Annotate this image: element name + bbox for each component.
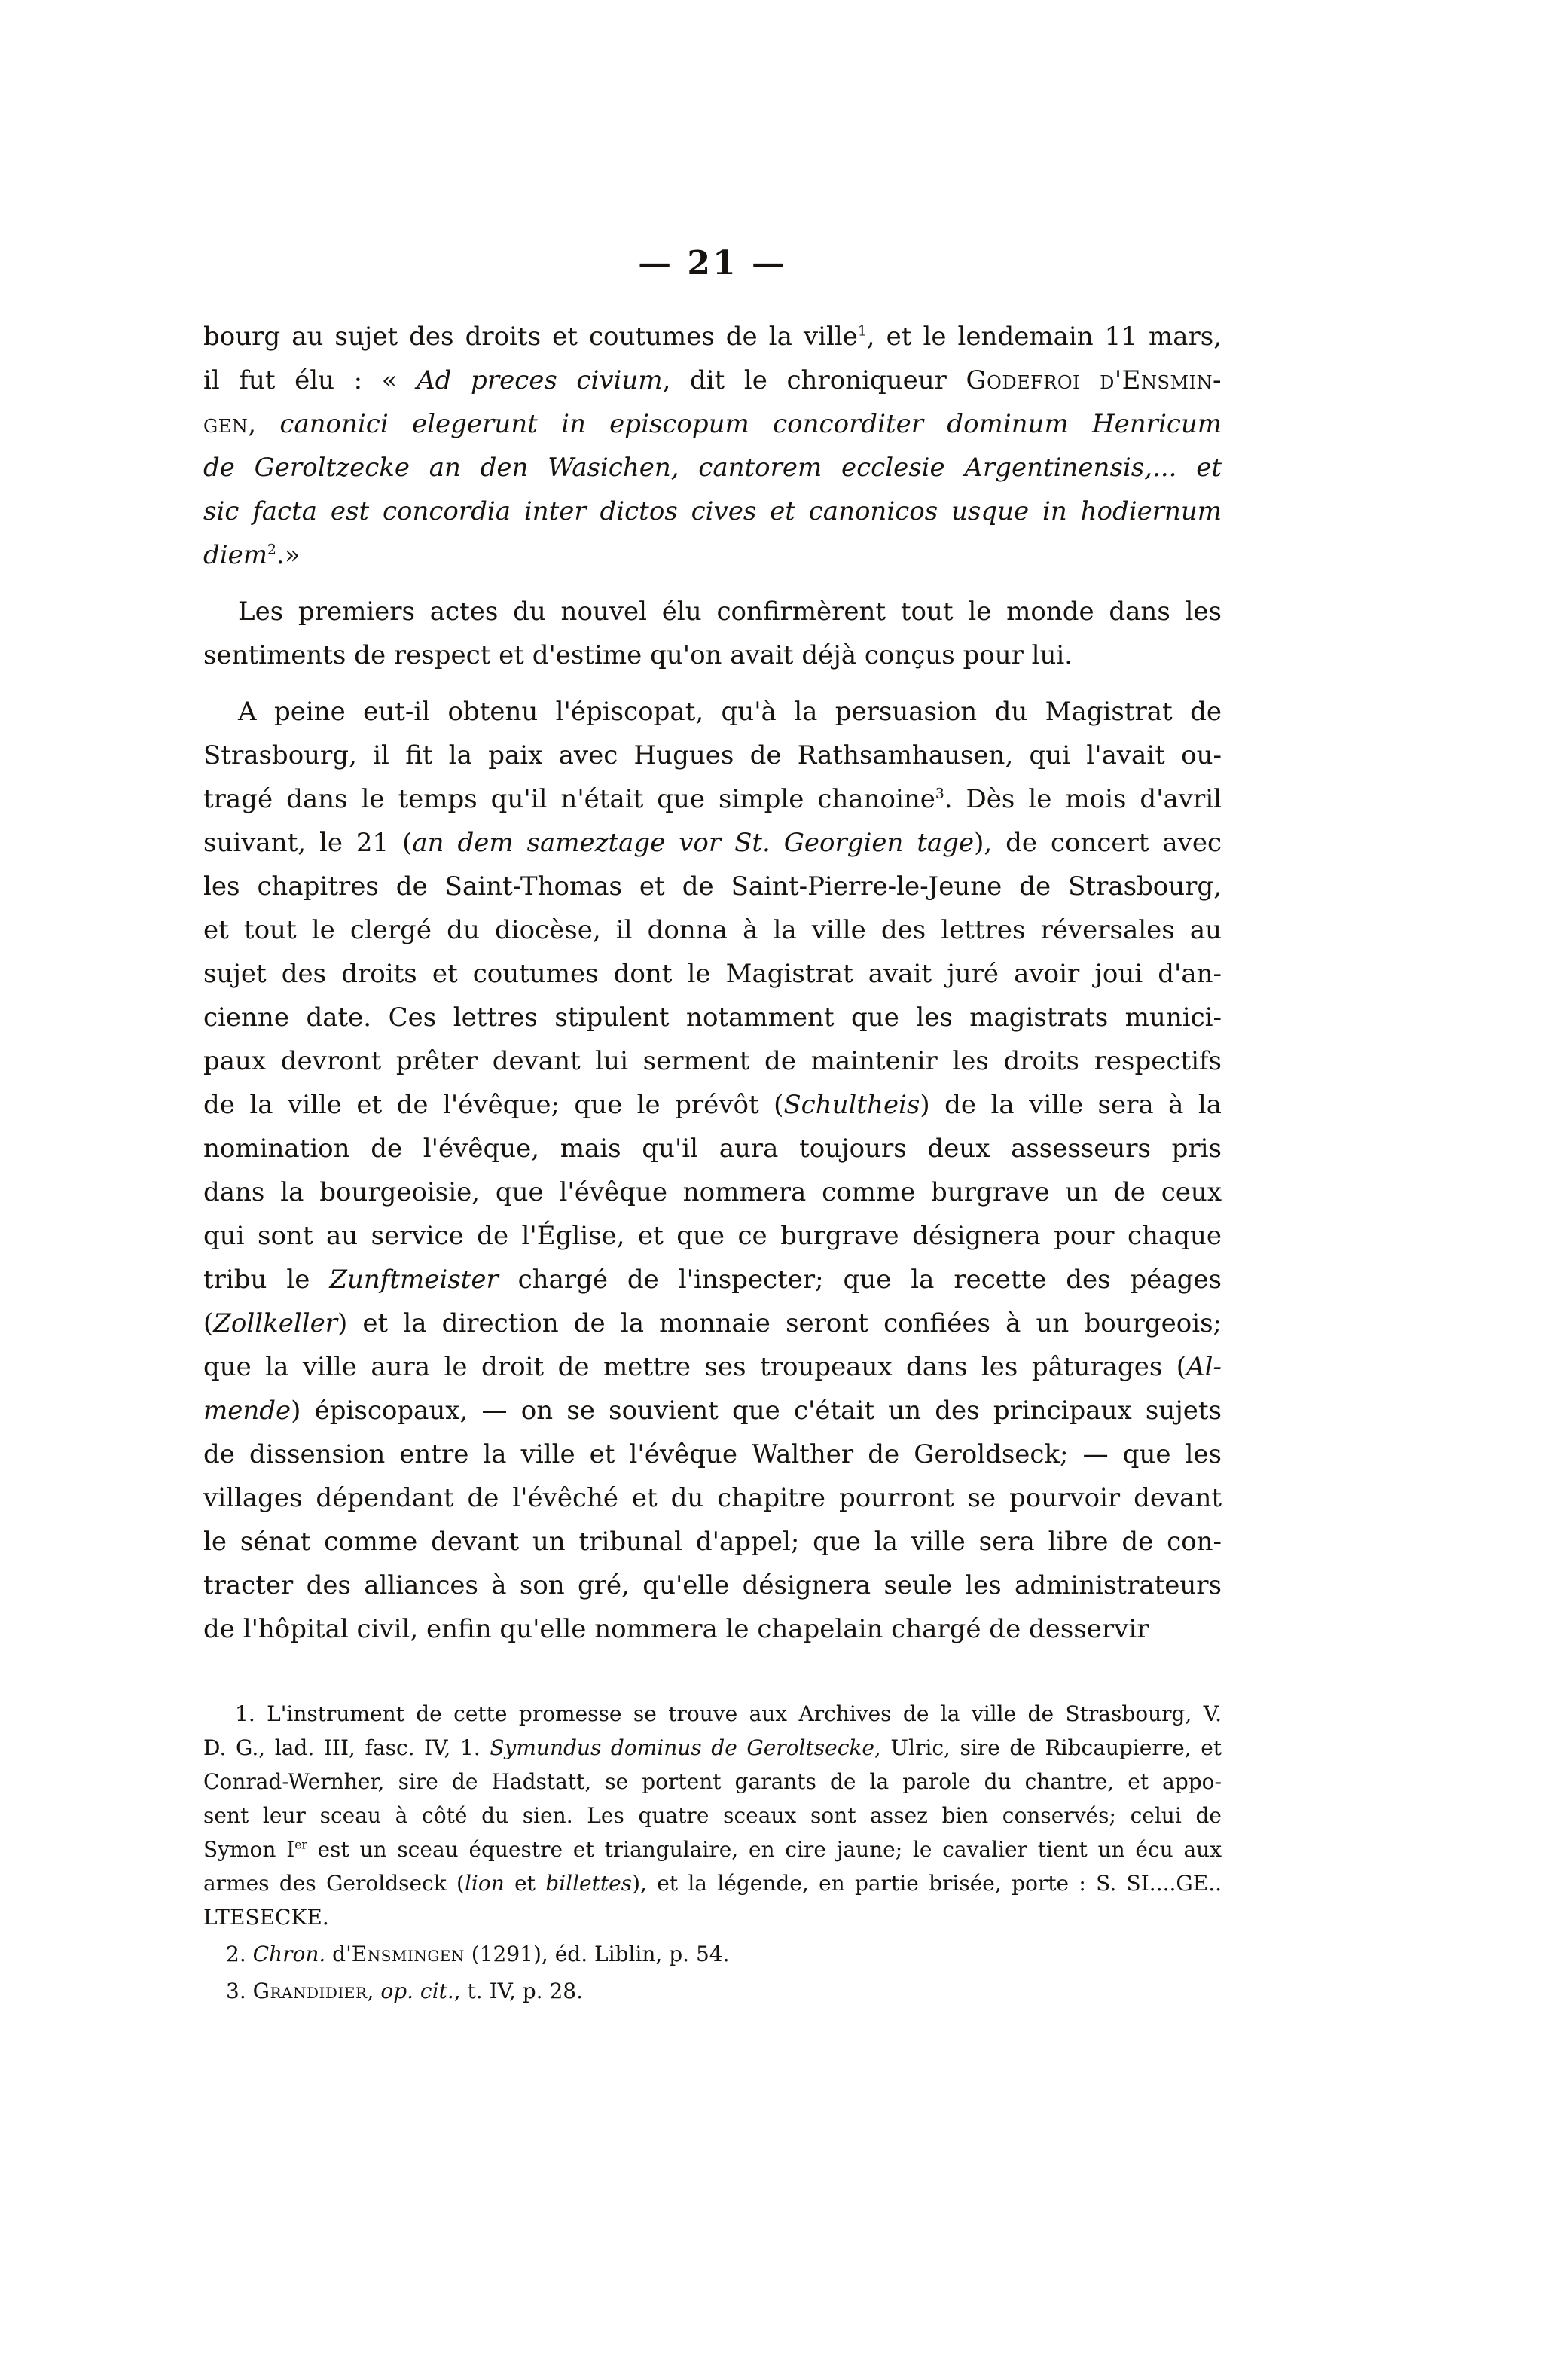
text-segment: , Ulric, sire de Ribcaupierre, et [874,1735,1222,1760]
body-line [203,402,1222,446]
body-line [203,446,1222,490]
body-text [203,315,1222,1651]
body-line [203,1039,1222,1083]
body-line [203,908,1222,952]
text-segment: Zollkeller [213,1308,337,1338]
text-segment: er [294,1838,307,1852]
text-segment: 3. [226,1979,253,2003]
text-segment: Schultheis [783,1090,920,1120]
text-segment: armes des Geroldseck ( [203,1871,465,1896]
text-segment: ) et la direction de la monnaie seront confiées à un bourgeois; [337,1308,1222,1338]
body-line [203,1607,1222,1651]
text-segment: bourg au sujet des droits et coutumes de la ville [203,322,858,352]
footnote-line [203,1799,1222,1832]
text-segment: Symundus dominus de Geroltsecke [490,1735,874,1760]
body-line [203,1127,1222,1170]
text-segment: Les premiers actes du nouvel élu confirmèrent tout le monde dans les [238,597,1222,627]
footnote-line [203,1937,1222,1971]
body-line [203,734,1222,777]
text-segment: dans la bourgeoisie, que l'évêque nommera comme burgrave un de ceux [203,1177,1222,1207]
text-segment: Al- [1186,1352,1222,1382]
text-segment: .» [276,540,301,570]
text-segment: chargé de l'inspecter; que la recette des péages [498,1265,1222,1295]
text-segment: , et le lendemain 11 mars, [866,322,1222,352]
text-segment: cienne date. Ces lettres stipulent notamment que les magistrats munici- [203,1002,1222,1033]
text-segment: de l'hôpital civil, enfin qu'elle nommera le chapelain chargé de desservir [203,1614,1149,1644]
text-segment: ) épiscopaux, — on se souvient que c'était un des principaux sujets [291,1396,1222,1426]
text-segment: tragé dans le temps qu'il n'était que simple chanoine [203,784,935,814]
footnote-line [203,1832,1222,1866]
text-segment: Godefroi d'Ensmin- [966,365,1222,395]
body-line [203,359,1222,402]
text-segment: il fut élu : « [203,365,417,395]
text-segment: diem [203,540,267,570]
text-segment: ), et la légende, en partie brisée, porte : S. SI....GE.. [632,1871,1222,1896]
body-line [203,865,1222,908]
text-segment: gen [203,409,249,439]
text-segment: Ensmingen [351,1942,465,1967]
text-segment: D. G., lad. III, fasc. IV, 1. [203,1735,490,1760]
text-segment: sujet des droits et coutumes dont le Magistrat avait juré avoir joui d'an- [203,959,1222,989]
text-segment: 1. L'instrument de cette promesse se trouve aux Archives de la ville de Strasbourg, V. [235,1701,1222,1726]
text-segment: tracter des alliances à son gré, qu'elle désignera seule les administrateurs [203,1570,1222,1600]
text-segment: suivant, le 21 ( [203,828,413,858]
body-line [203,1083,1222,1127]
body-line [203,315,1222,359]
body-line [203,1564,1222,1607]
footnote-line [203,1697,1222,1731]
text-segment: sic facta est concordia inter dictos cives et canonicos usque in hodiernum [203,496,1222,526]
text-segment: et [504,1871,546,1896]
text-segment: 2. [226,1942,253,1967]
text-segment: tribu le [203,1265,330,1295]
text-segment: villages dépendant de l'évêché et du chapitre pourront se pourvoir devant [203,1483,1222,1513]
text-segment: de Geroltzecke an den Wasichen, cantorem ecclesie Argentinensis,... et [203,453,1222,483]
body-line [203,690,1222,734]
text-segment: . Dès le mois d'avril [944,784,1222,814]
text-segment: 3 [935,786,944,802]
text-segment: (1291), éd. Liblin, p. 54. [464,1942,730,1967]
footnote [203,1697,1222,1934]
body-line [203,1301,1222,1345]
text-segment: canonici elegerunt in episcopum concorditer dominum Henricum [279,409,1222,439]
text-segment: Zunftmeister [329,1265,499,1295]
text-segment: an dem sameztage vor St. Georgien tage [412,828,975,858]
text-segment: , [248,409,280,439]
text-segment: , dit le chroniqueur [662,365,966,395]
text-segment: de la ville et de l'évêque; que le prévôt ( [203,1090,784,1120]
text-segment: les chapitres de Saint-Thomas et de Saint-Pierre-le-Jeune de Strasbourg, [203,871,1222,902]
text-segment: lion [464,1871,505,1896]
page-number: — 21 — [638,244,787,282]
text-segment: LTESECKE. [203,1905,329,1930]
body-line [203,590,1222,633]
text-segment: A peine eut-il obtenu l'épiscopat, qu'à la persuasion du Magistrat de [238,697,1222,727]
footnote-line [203,1731,1222,1765]
text-segment: ( [203,1308,214,1338]
text-segment: d' [325,1942,352,1967]
body-line [203,1476,1222,1520]
footnote [203,1937,1222,1971]
text-segment: qui sont au service de l'Église, et que ce burgrave désignera pour chaque [203,1221,1222,1251]
text-segment: 2 [267,542,276,558]
footnote-line [203,1900,1222,1934]
text-segment: Strasbourg, il fit la paix avec Hugues de Rathsamhausen, qui l'avait ou- [203,740,1222,770]
text-segment: ) de la ville sera à la [920,1090,1222,1120]
text-segment: ), de concert avec [974,828,1222,858]
footnotes [203,1697,1222,2008]
text-segment: billettes [545,1871,633,1896]
body-line [203,1258,1222,1301]
body-line [203,633,1222,677]
body-line [203,533,1222,577]
body-line [203,996,1222,1039]
text-segment: Grandidier [252,1979,368,2003]
text-segment: mende [203,1396,291,1426]
body-line [203,777,1222,821]
text-segment: de dissension entre la ville et l'évêque Walther de Geroldseck; — que les [203,1439,1222,1469]
footnote-line [203,1866,1222,1900]
body-line [203,1170,1222,1214]
body-paragraph [203,690,1222,1651]
text-segment: 1 [857,323,867,340]
text-segment: sentiments de respect et d'estime qu'on avait déjà conçus pour lui. [203,640,1073,670]
text-segment: Chron. [252,1942,326,1967]
text-segment: est un sceau équestre et triangulaire, en cire jaune; le cavalier tient un écu aux [307,1837,1222,1862]
text-segment: que la ville aura le droit de mettre ses troupeaux dans les pâturages ( [203,1352,1187,1382]
text-segment: paux devront prêter devant lui serment de maintenir les droits respectifs [203,1046,1222,1076]
body-line [203,1520,1222,1564]
footnote-line [203,1765,1222,1799]
body-line [203,1345,1222,1389]
body-line [203,1214,1222,1258]
footnote [203,1974,1222,2008]
body-paragraph [203,590,1222,677]
text-segment: Symon I [203,1837,295,1862]
text-segment: le sénat comme devant un tribunal d'appel; que la ville sera libre de con- [203,1527,1222,1557]
body-line [203,1433,1222,1476]
body-line [203,490,1222,533]
text-segment: , t. IV, p. 28. [453,1979,584,2003]
text-segment: sent leur sceau à côté du sien. Les quatre sceaux sont assez bien conservés; celui de [203,1803,1222,1828]
footnote-line [203,1974,1222,2008]
text-segment: nomination de l'évêque, mais qu'il aura toujours deux assesseurs pris [203,1134,1222,1164]
body-line [203,952,1222,996]
text-segment: Ad preces civium [417,365,663,395]
body-line [203,821,1222,865]
body-line [203,1389,1222,1433]
text-segment: op. cit. [380,1979,454,2003]
text-segment: Conrad-Wernher, sire de Hadstatt, se portent garants de la parole du chantre, et appo- [203,1769,1222,1794]
text-segment: et tout le clergé du diocèse, il donna à la ville des lettres réversales au [203,915,1222,945]
body-paragraph [203,315,1222,577]
text-segment: , [367,1979,381,2003]
